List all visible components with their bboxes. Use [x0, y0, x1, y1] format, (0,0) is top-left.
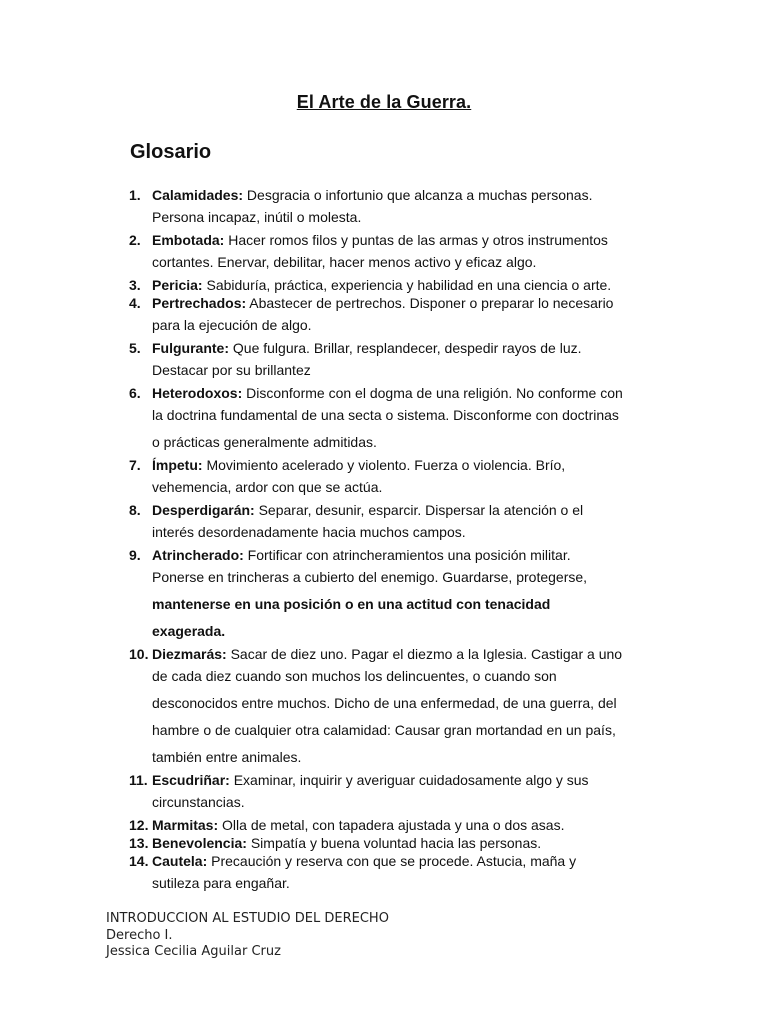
entry-definition: Olla de metal, con tapadera ajustada y una o dos asas.: [218, 817, 565, 833]
footer: [106, 911, 389, 961]
entry-term: Cautela:: [152, 853, 208, 869]
entry-first-line: [152, 546, 672, 564]
glossary-entry: [0, 231, 672, 276]
entry-first-line: [152, 231, 672, 249]
entry-first-line: [152, 501, 672, 519]
entry-number: 1.: [129, 187, 141, 203]
entry-number: 7.: [129, 457, 141, 473]
glossary-entry: [0, 186, 672, 231]
entry-term: Escudriñar:: [152, 772, 230, 788]
entry-number: 5.: [129, 340, 141, 356]
entry-term: Marmitas:: [152, 817, 219, 833]
entry-definition-bold-line: exagerada.: [152, 623, 226, 639]
document-title: El Arte de la Guerra.: [296, 92, 472, 112]
entry-first-line: [152, 276, 672, 294]
entry-number: 2.: [129, 232, 141, 248]
glossary-entry: [0, 816, 672, 834]
entry-number: 4.: [129, 295, 141, 311]
entry-number: 10.: [129, 646, 149, 662]
glossary-entry: [0, 501, 672, 546]
entry-definition-line: la doctrina fundamental de una secta o sistema. Disconforme con doctrinas: [152, 407, 619, 423]
entry-definition: Hacer romos filos y puntas de las armas y otros instrumentos: [224, 232, 608, 248]
entry-definition: Que fulgura. Brillar, resplandecer, despedir rayos de luz.: [229, 340, 582, 356]
glossary-entry: [0, 834, 672, 852]
entry-definition-line: o prácticas generalmente admitidas.: [152, 434, 377, 450]
entry-term: Atrincherado:: [152, 547, 244, 563]
entry-definition-line: Persona incapaz, inútil o molesta.: [152, 209, 362, 225]
entry-definition: Separar, desunir, esparcir. Dispersar la atención o el: [254, 502, 584, 518]
entry-first-line: [152, 339, 672, 357]
footer-subject: Derecho I.: [106, 927, 173, 943]
entry-term: Pertrechados:: [152, 295, 247, 311]
entry-definition-line: sutileza para engañar.: [152, 875, 290, 891]
entry-definition-line: interés desordenadamente hacia muchos campos.: [152, 524, 466, 540]
entry-number: 12.: [129, 817, 149, 833]
entry-definition-line: Ponerse en trincheras a cubierto del enemigo. Guardarse, protegerse,: [152, 569, 588, 585]
entry-number: 8.: [129, 502, 141, 518]
glossary-entry: [0, 294, 672, 339]
entry-term: Desperdigarán:: [152, 502, 255, 518]
entry-first-line: [152, 384, 672, 402]
entry-definition-bold-line: mantenerse en una posición o en una actitud con tenacidad: [152, 596, 551, 612]
glossary-entry: [0, 852, 672, 897]
entry-term: Diezmarás:: [152, 646, 227, 662]
entry-definition: Disconforme con el dogma de una religión. No conforme con: [242, 385, 623, 401]
glossary-entry: [0, 456, 672, 501]
entry-definition: Fortificar con atrincheramientos una posición militar.: [243, 547, 571, 563]
entry-first-line: [152, 852, 672, 870]
entry-number: 13.: [129, 835, 149, 851]
section-title: Glosario: [130, 141, 212, 163]
entry-definition-line: cortantes. Enervar, debilitar, hacer menos activo y eficaz algo.: [152, 254, 537, 270]
entry-definition-line: desconocidos entre muchos. Dicho de una enfermedad, de una guerra, del: [152, 695, 617, 711]
footer-author: Jessica Cecilia Aguilar Cruz: [106, 944, 281, 959]
entry-first-line: [152, 294, 672, 312]
entry-term: Fulgurante:: [152, 340, 229, 356]
footer-course: INTRODUCCION AL ESTUDIO DEL DERECHO: [106, 911, 389, 926]
entry-term: Heterodoxos:: [152, 385, 243, 401]
entry-definition-line: circunstancias.: [152, 794, 245, 810]
glossary-entry: [0, 276, 672, 294]
entry-first-line: [152, 186, 672, 204]
entry-first-line: [152, 771, 672, 789]
entry-definition: Movimiento acelerado y violento. Fuerza o violencia. Brío,: [202, 457, 566, 473]
entry-number: 6.: [129, 385, 141, 401]
glossary-entry: [0, 771, 672, 816]
entry-definition: Simpatía y buena voluntad hacia las personas.: [246, 835, 542, 851]
entry-definition: Examinar, inquirir y averiguar cuidadosamente algo y sus: [229, 772, 589, 788]
entry-term: Benevolencia:: [152, 835, 247, 851]
entry-definition: Sabiduría, práctica, experiencia y habilidad en una ciencia o arte.: [202, 277, 612, 293]
glossary-entry: [0, 546, 672, 645]
entry-number: 11.: [129, 772, 148, 788]
entry-number: 9.: [129, 547, 141, 563]
entry-first-line: [152, 816, 672, 834]
entry-definition: Precaución y reserva con que se procede. Astucia, maña y: [207, 853, 577, 869]
entry-first-line: [152, 645, 672, 663]
entry-term: Embotada:: [152, 232, 225, 248]
entry-definition: Abastecer de pertrechos. Disponer o preparar lo necesario: [246, 295, 614, 311]
entry-first-line: [152, 456, 672, 474]
entry-term: Calamidades:: [152, 187, 244, 203]
entry-definition: Sacar de diez uno. Pagar el diezmo a la Iglesia. Castigar a uno: [226, 646, 623, 662]
entry-first-line: [152, 834, 672, 852]
entry-definition-line: de cada diez cuando son muchos los delincuentes, o cuando son: [152, 668, 557, 684]
entry-definition-line: para la ejecución de algo.: [152, 317, 312, 333]
entry-number: 14.: [129, 853, 149, 869]
entry-definition: Desgracia o infortunio que alcanza a muchas personas.: [243, 187, 593, 203]
entry-definition-line: también entre animales.: [152, 749, 302, 765]
entry-definition-line: hambre o de cualquier otra calamidad: Causar gran mortandad en un país,: [152, 722, 616, 738]
glossary-entry: [0, 384, 672, 456]
entry-term: Ímpetu:: [152, 457, 203, 473]
glossary-list: [0, 186, 768, 897]
entry-definition-line: vehemencia, ardor con que se actúa.: [152, 479, 383, 495]
entry-number: 3.: [129, 277, 141, 293]
glossary-entry: [0, 645, 672, 771]
entry-term: Pericia:: [152, 277, 203, 293]
glossary-entry: [0, 339, 672, 384]
entry-definition-line: Destacar por su brillantez: [152, 362, 311, 378]
